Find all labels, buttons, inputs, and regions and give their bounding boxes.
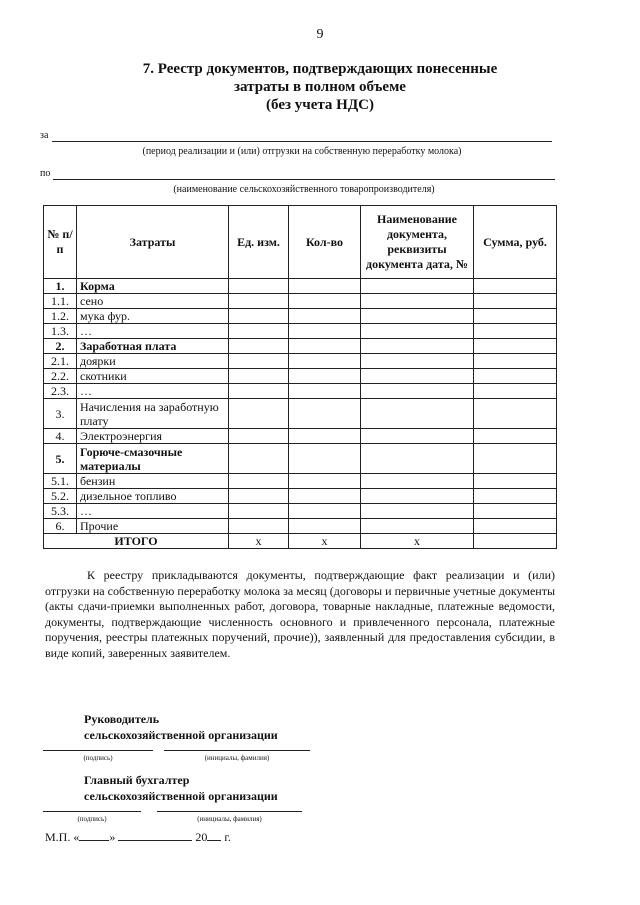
title-line-2: затраты в полном объеме	[234, 79, 406, 95]
row-sum-cell[interactable]	[474, 399, 557, 429]
table-row	[44, 294, 557, 309]
year-field[interactable]	[207, 840, 221, 841]
table-row	[44, 519, 557, 534]
total-sum-cell[interactable]	[474, 534, 557, 549]
period-caption: (период реализации и (или) отгрузки на собственную переработку молока)	[142, 146, 462, 157]
row-unit-cell[interactable]	[229, 504, 289, 519]
row-number: 5.	[44, 444, 77, 474]
row-doc-cell[interactable]	[361, 429, 474, 444]
row-cost-name: Горюче-смазочные материалы	[77, 444, 229, 474]
header-doc: Наименование документа, реквизиты документа дата, №	[361, 206, 474, 279]
row-cost-name: Прочие	[77, 519, 229, 534]
row-cost-name: Начисления на заработную плату	[77, 399, 229, 429]
row-number: 5.3.	[44, 504, 77, 519]
row-cost-name: мука фур.	[77, 309, 229, 324]
row-unit-cell[interactable]	[229, 294, 289, 309]
row-number: 1.	[44, 279, 77, 294]
row-sum-cell[interactable]	[474, 444, 557, 474]
row-qty-cell[interactable]	[289, 444, 361, 474]
total-label: ИТОГО	[44, 534, 229, 549]
row-qty-cell[interactable]	[289, 309, 361, 324]
row-doc-cell[interactable]	[361, 474, 474, 489]
title-line-1: 7. Реестр документов, подтверждающих понесенные	[142, 61, 498, 77]
document-title	[0, 60, 640, 114]
table-row	[44, 279, 557, 294]
table-row	[44, 489, 557, 504]
row-unit-cell[interactable]	[229, 429, 289, 444]
accountant-title	[84, 772, 278, 804]
header-qty: Кол-во	[289, 206, 361, 279]
row-unit-cell[interactable]	[229, 309, 289, 324]
stamp-label: М.П.	[45, 830, 71, 844]
row-number: 4.	[44, 429, 77, 444]
accountant-name-caption: (инициалы, фамилия)	[197, 815, 262, 823]
row-unit-cell[interactable]	[229, 444, 289, 474]
row-unit-cell[interactable]	[229, 474, 289, 489]
row-number: 5.2.	[44, 489, 77, 504]
close-quote: »	[109, 830, 116, 844]
table-row	[44, 339, 557, 354]
month-field[interactable]	[118, 840, 192, 841]
row-qty-cell[interactable]	[289, 324, 361, 339]
table-header-row	[44, 206, 557, 279]
row-cost-name: Заработная плата	[77, 339, 229, 354]
row-unit-cell[interactable]	[229, 279, 289, 294]
title-line-3: (без учета НДС)	[266, 97, 374, 113]
row-unit-cell[interactable]	[229, 489, 289, 504]
table-row	[44, 309, 557, 324]
row-qty-cell[interactable]	[289, 429, 361, 444]
total-row	[44, 534, 557, 549]
registry-table	[43, 205, 557, 549]
row-number: 6.	[44, 519, 77, 534]
row-sum-cell[interactable]	[474, 279, 557, 294]
row-qty-cell[interactable]	[289, 399, 361, 429]
row-doc-cell[interactable]	[361, 489, 474, 504]
row-doc-cell[interactable]	[361, 519, 474, 534]
header-sum: Сумма, руб.	[474, 206, 557, 279]
row-unit-cell[interactable]	[229, 519, 289, 534]
stamp-date-line	[45, 830, 231, 845]
row-sum-cell[interactable]	[474, 384, 557, 399]
row-unit-cell[interactable]	[229, 339, 289, 354]
row-sum-cell[interactable]	[474, 369, 557, 384]
row-sum-cell[interactable]	[474, 309, 557, 324]
note-paragraph: К реестру прикладываются документы, подтверждающие факт реализации и (или) отгрузки на собственную переработку молока за месяц (договоры и первичные учетные документы (акты сдачи-приемки выполненных работ, договора, товарные накладные, платежные ведомости, документы, подтверждающие численность основного и привлеченного персонала, платежные поручения, реестры платежных поручений, прочие)), заявленный для предоставления субсидии, в виде копий, заверенных заявителем.	[45, 568, 555, 660]
row-doc-cell[interactable]	[361, 354, 474, 369]
row-qty-cell[interactable]	[289, 279, 361, 294]
period-field[interactable]	[52, 141, 552, 142]
head-name-caption: (инициалы, фамилия)	[204, 754, 270, 762]
table-row	[44, 399, 557, 429]
row-sum-cell[interactable]	[474, 474, 557, 489]
page-number: 9	[316, 27, 324, 42]
total-doc: x	[361, 534, 474, 549]
row-number: 2.3.	[44, 384, 77, 399]
table-row	[44, 324, 557, 339]
row-qty-cell[interactable]	[289, 339, 361, 354]
table-row	[44, 384, 557, 399]
head-sign-caption: (подпись)	[83, 754, 113, 762]
row-cost-name: бензин	[77, 474, 229, 489]
row-cost-name: …	[77, 504, 229, 519]
day-field[interactable]	[79, 840, 109, 841]
producer-prefix: по	[40, 168, 51, 179]
head-title-line-2: сельскохозяйственной организации	[84, 728, 278, 742]
row-cost-name: …	[77, 384, 229, 399]
year-prefix: 20	[195, 830, 208, 844]
header-num: № п/п	[44, 206, 77, 279]
row-qty-cell[interactable]	[289, 519, 361, 534]
head-title-line-1: Руководитель	[84, 712, 160, 726]
accountant-sign-caption: (подпись)	[77, 815, 107, 823]
producer-field[interactable]	[53, 179, 555, 180]
row-sum-cell[interactable]	[474, 429, 557, 444]
row-number: 1.3.	[44, 324, 77, 339]
row-doc-cell[interactable]	[361, 384, 474, 399]
row-number: 3.	[44, 399, 77, 429]
row-cost-name: скотники	[77, 369, 229, 384]
row-sum-cell[interactable]	[474, 339, 557, 354]
row-sum-cell[interactable]	[474, 294, 557, 309]
row-sum-cell[interactable]	[474, 489, 557, 504]
row-number: 2.1.	[44, 354, 77, 369]
row-doc-cell[interactable]	[361, 279, 474, 294]
row-doc-cell[interactable]	[361, 339, 474, 354]
head-title	[84, 711, 278, 743]
row-number: 1.2.	[44, 309, 77, 324]
row-unit-cell[interactable]	[229, 399, 289, 429]
table-row	[44, 444, 557, 474]
row-cost-name: Электроэнергия	[77, 429, 229, 444]
total-qty: x	[289, 534, 361, 549]
row-doc-cell[interactable]	[361, 444, 474, 474]
row-doc-cell[interactable]	[361, 369, 474, 384]
row-sum-cell[interactable]	[474, 504, 557, 519]
row-doc-cell[interactable]	[361, 399, 474, 429]
row-number: 2.	[44, 339, 77, 354]
row-sum-cell[interactable]	[474, 324, 557, 339]
row-number: 1.1.	[44, 294, 77, 309]
row-doc-cell[interactable]	[361, 504, 474, 519]
header-cost: Затраты	[77, 206, 229, 279]
head-signature-field[interactable]	[43, 750, 153, 751]
header-unit: Ед. изм.	[229, 206, 289, 279]
row-unit-cell[interactable]	[229, 384, 289, 399]
total-unit: x	[229, 534, 289, 549]
row-cost-name: сено	[77, 294, 229, 309]
row-qty-cell[interactable]	[289, 504, 361, 519]
row-cost-name: дизельное топливо	[77, 489, 229, 504]
row-sum-cell[interactable]	[474, 519, 557, 534]
accountant-signature-field[interactable]	[43, 811, 141, 812]
year-suffix: г.	[224, 830, 231, 844]
row-doc-cell[interactable]	[361, 324, 474, 339]
open-quote: «	[73, 830, 80, 844]
head-name-field[interactable]	[164, 750, 310, 751]
row-number: 2.2.	[44, 369, 77, 384]
row-qty-cell[interactable]	[289, 294, 361, 309]
row-qty-cell[interactable]	[289, 354, 361, 369]
table-row	[44, 354, 557, 369]
row-unit-cell[interactable]	[229, 324, 289, 339]
row-cost-name: …	[77, 324, 229, 339]
row-unit-cell[interactable]	[229, 369, 289, 384]
period-prefix: за	[40, 130, 49, 141]
table-row	[44, 429, 557, 444]
row-qty-cell[interactable]	[289, 489, 361, 504]
row-sum-cell[interactable]	[474, 354, 557, 369]
row-qty-cell[interactable]	[289, 384, 361, 399]
row-doc-cell[interactable]	[361, 309, 474, 324]
producer-caption: (наименование сельскохозяйственного товаропроизводителя)	[173, 184, 435, 195]
row-doc-cell[interactable]	[361, 294, 474, 309]
table-row	[44, 474, 557, 489]
row-cost-name: доярки	[77, 354, 229, 369]
accountant-title-line-2: сельскохозяйственной организации	[84, 789, 278, 803]
row-unit-cell[interactable]	[229, 354, 289, 369]
row-qty-cell[interactable]	[289, 474, 361, 489]
row-qty-cell[interactable]	[289, 369, 361, 384]
accountant-title-line-1: Главный бухгалтер	[84, 773, 190, 787]
row-number: 5.1.	[44, 474, 77, 489]
table-row	[44, 504, 557, 519]
table-row	[44, 369, 557, 384]
accountant-name-field[interactable]	[157, 811, 302, 812]
row-cost-name: Корма	[77, 279, 229, 294]
